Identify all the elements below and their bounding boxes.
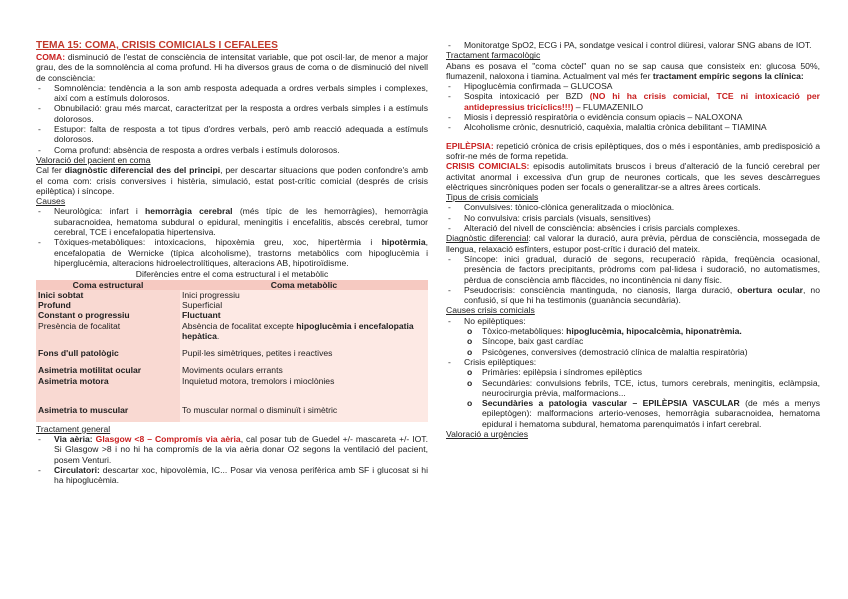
table-row: Inici sobtat Inici progressiu <box>36 290 428 300</box>
epi-causes-sublist <box>464 367 820 429</box>
monitor-list <box>446 40 820 50</box>
list-item: o Tòxico-metabòliques: hipoglucèmia, hipocalcèmia, hiponatrèmia. <box>464 326 820 336</box>
list-item: - Obnubilació: grau més marcat, caracteritzat per la resposta a ordres verbals simples i a estímuls dolorosos. <box>36 103 428 124</box>
table-caption: Diferències entre el coma estructural i el metabòlic <box>135 269 329 280</box>
coma-grades-list <box>36 83 428 155</box>
coma-definition <box>36 52 428 83</box>
farm-text: Abans es posava el "coma còctel" quan no se sap causa que consisteix en: glucosa 50%, flumazenil, naloxona i tiamina. Actualment val més fer tractament empíric segons la clínica: <box>446 60 820 81</box>
list-item: o Psicògenes, conversives (demostració clínica de malaltia respiratòria) <box>464 347 820 357</box>
coma-differences-table <box>36 269 428 421</box>
valoracio-text: Cal fer diagnòstic diferencial des del principi, per descartar situacions que poden confondre's amb el coma com: crisis conversives i histèria, simulació, estat post-crític comicial (després de crisis epilèptica) i síncope. <box>36 165 428 196</box>
table-row: Asimetria motilitat ocular Moviments oculars errants <box>36 365 428 375</box>
list-item: - Alteració del nivell de consciència: absències i crisis parcials complexes. <box>446 223 820 233</box>
causes-list <box>36 206 428 268</box>
valoracio-heading: Valoració del pacient en coma <box>36 154 151 165</box>
table-row: Asimetria to muscular To muscular normal o disminuït i simètric <box>36 400 428 422</box>
list-item: - Síncope: inici gradual, duració de segons, recuperació ràpida, freqüència ocasional, presència de factors precipitants, pròdroms com pal·lidesa i sudoració, no automatismes, pèrdua de consciència amb flàccides, no incontinència ni dany físic. <box>446 254 820 285</box>
list-item: - Convulsives: tònico-clònica generalitzada o mioclònica. <box>446 202 820 212</box>
tipus-heading: Tipus de crisis comicials <box>446 192 539 203</box>
crisis-comicials-definition: CRISIS COMICIALS: episodis autolimitats bruscos i breus d'alteració de la funció cerebral per activitat anormal i excessiva d'un grup de neurones corticals, que les seves descàrregues elèctriques sincròniques poden ser focals o generalitzar-se a altres àrees corticals. <box>446 161 820 192</box>
list-item: - Neurològica: infart i hemorràgia cerebral (més típic de les hemorràgies), hemorràgia subaracnoidea, hematoma subdural o epidural, meningitis i encefalitis, abscés cerebral, tumor cerebral, TCE i encefalopatia hipertensiva. <box>36 206 428 237</box>
table-header: Coma estructural <box>36 280 180 290</box>
farm-list <box>446 81 820 132</box>
list-item: o Secundàries a patologia vascular – EPILÈPSIA VASCULAR (de més a menys epileptògen): malformacions arterio-venoses, hemorràgia subaracnoidea, hematoma epidural i hematoma subdural, hematoma parenquimatós i infart cerebral. <box>464 398 820 429</box>
list-item: - Tòxiques-metabòliques: intoxicacions, hipoxèmia greu, xoc, hipertèrmia i hipotèrmia, encefalopatia de Wernicke (típica alcoholisme), trastorns metabòlics com hipoglucèmia i hiperglucèmia, alteracions hidroelectrolítiques, alteracions AB, hipotiroïdisme. <box>36 237 428 268</box>
left-column <box>36 40 428 485</box>
list-item: - Sospita intoxicació per BZD (NO hi ha crisis comicial, TCE ni intoxicació per antidepressius tricíclics!!!) – FLUMAZENILO <box>446 91 820 112</box>
list-item: - Circulatori: descartar xoc, hipovolèmia, IC... Posar via venosa perifèrica amb SF i glucosat si hi ha hipoglucèmia. <box>36 465 428 486</box>
causes-heading: Causes <box>36 196 66 207</box>
farm-heading: Tractament farmacològic <box>446 50 541 61</box>
table-row: Fons d'ull patològic Pupil·les simètriques, petites i reactives <box>36 341 428 365</box>
list-item: - Somnolència: tendència a la son amb resposta adequada a ordres verbals simples i complexes, així com a estímuls dolorosos. <box>36 83 428 104</box>
list-item: - No epilèptiques: o Tòxico-metabòliques: hipoglucèmia, hipocalcèmia, hiponatrèmia. o Síncope, baix gast cardíac o Psicògenes, conversives (demostració clínica de malaltia respiratòria) <box>446 316 820 357</box>
right-column <box>446 40 820 439</box>
list-item: - No convulsiva: crisis parcials (visuals, sensitives) <box>446 213 820 223</box>
table-header: Coma metabòlic <box>180 280 428 290</box>
tractament-heading: Tractament general <box>36 423 111 434</box>
diagnostic-diferencial: Diagnòstic diferencial: cal valorar la duració, aura prèvia, pèrdua de consciència, mossegada de llengua, relaxació esfínters, estupor post-crític i duració del mateix. <box>446 233 820 254</box>
coma-label: COMA: <box>36 52 66 62</box>
list-item: - Hipoglucèmia confirmada – GLUCOSA <box>446 81 820 91</box>
document-title: TEMA 15: COMA, CRISIS COMICIALS I CEFALEES <box>36 40 278 51</box>
list-item: - Alcoholisme crònic, desnutrició, caquèxia, malaltia crònica debilitant – TIAMINA <box>446 122 820 132</box>
tractament-list <box>36 434 428 485</box>
table-row: Asimetria motora Inquietud motora, tremolors i mioclònies <box>36 376 428 400</box>
list-item: - Monitoratge SpO2, ECG i PA, sondatge vesical i control diüresi, valorar SNG abans de IOT. <box>446 40 820 50</box>
causes-crisis-list <box>446 316 820 429</box>
table-row: Constant o progressiu Fluctuant <box>36 310 428 320</box>
urgencies-heading: Valoració a urgències <box>446 428 529 439</box>
dd-list <box>446 254 820 305</box>
table-row: Presència de focalitat Absència de focalitat excepte hipoglucèmia i encefalopatia hepàtica. <box>36 321 428 342</box>
causes-crisis-heading: Causes crisis comicials <box>446 305 535 316</box>
list-item: - Crisis epilèptiques: o Primàries: epilèpsia i síndromes epilèptics o Secundàries: convulsions febrils, TCE, ictus, tumors cerebrals, meningitis, eclàmpsia, neurocirurgia prèvia, malformacions... o Secundàries a patologia vascular – EPILÈPSIA VASCULAR (de més a menys epileptògen): malformacions arterio-venoses, hemorràgia subaracnoidea, hematoma epidural i hematoma subdural, hematoma parenquimatós i infart cerebral. <box>446 357 820 429</box>
epilepsia-definition: EPILÈPSIA: repetició crònica de crisis epilèptiques, dos o més i espontànies, amb predisposició a sofrir-ne més de forma repetida. <box>446 140 820 161</box>
coma-def-text: disminució de l'estat de consciència de intensitat variable, que pot oscil·lar, de menor a major grau, des de la somnolència al coma profund. Hi ha diversos graus de coma o de disminució del nivell de consciència: <box>36 52 428 83</box>
no-epi-sublist <box>464 326 820 357</box>
list-item: - Miosis i depressió respiratòria o evidència consum opiacis – NALOXONA <box>446 112 820 122</box>
list-item: - Coma profund: absència de resposta a ordres verbals i estímuls dolorosos. <box>36 145 428 155</box>
list-item: o Secundàries: convulsions febrils, TCE, ictus, tumors cerebrals, meningitis, eclàmpsia, neurocirurgia prèvia, malformacions... <box>464 378 820 399</box>
table-row: Profund Superficial <box>36 300 428 310</box>
list-item: - Estupor: falta de resposta a tot tipus d'ordres verbals, però amb reacció adequada a estímuls dolorosos. <box>36 124 428 145</box>
list-item: - Pseudocrisis: consciència mantinguda, no cianosis, llarga duració, obertura ocular, no confusió, sí que hi ha testimonis (guanància secundària). <box>446 285 820 306</box>
list-item: o Síncope, baix gast cardíac <box>464 336 820 346</box>
list-item: - Via aèria: Glasgow <8 – Compromís via aèria, cal posar tub de Guedel +/- mascareta +/- IOT. Si Glasgow >8 i no hi ha compromís de la via aèria donar O2 segons la ventilació del pacient, posem Venturi. <box>36 434 428 465</box>
list-item: o Primàries: epilèpsia i síndromes epilèptics <box>464 367 820 377</box>
tipus-list <box>446 202 820 233</box>
